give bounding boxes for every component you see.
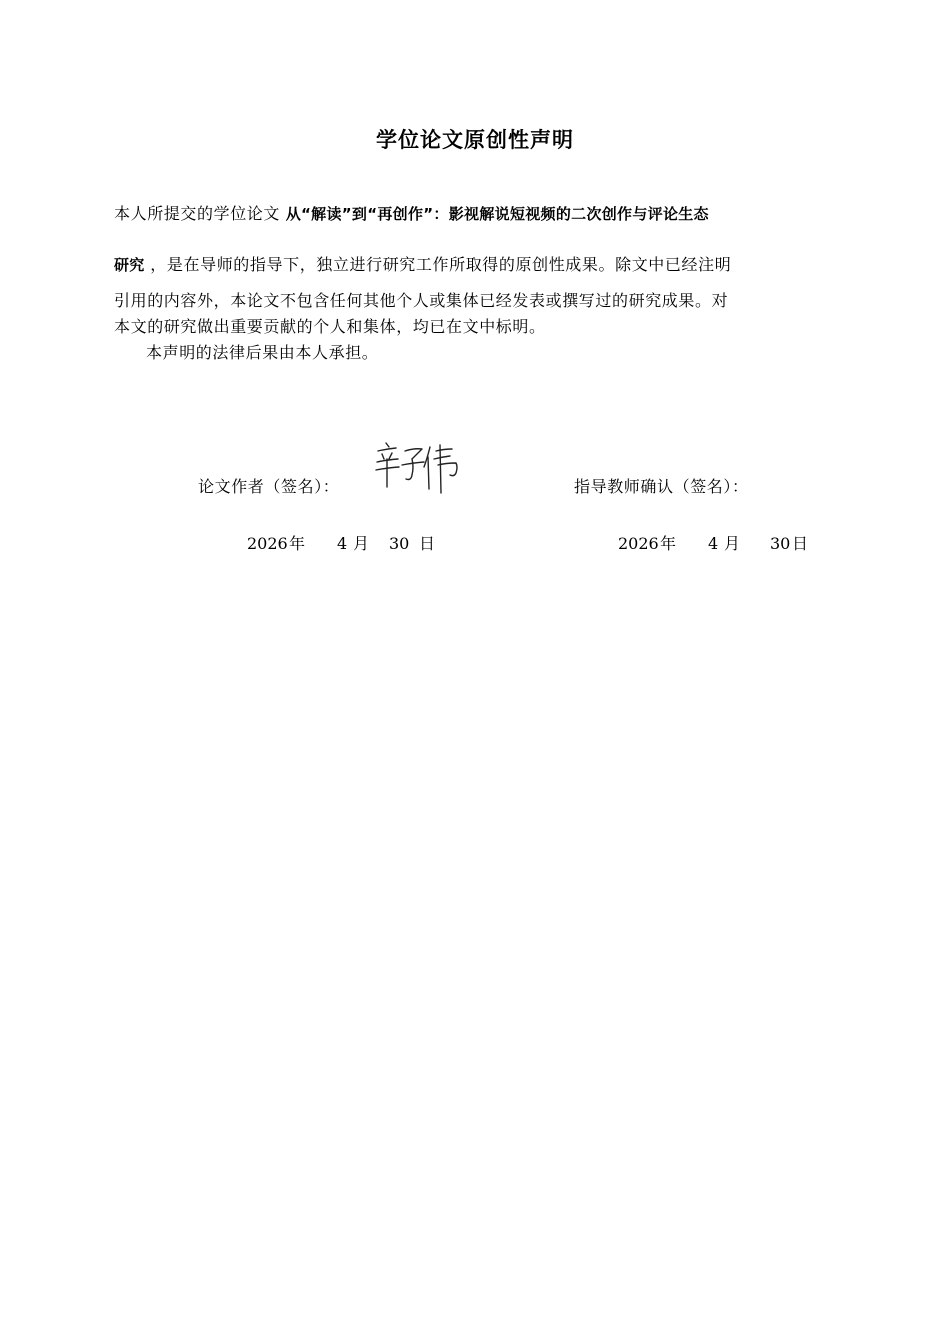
advisor-signature-label: 指导教师确认（签名）：: [574, 477, 749, 496]
page-title: 学位论文原创性声明: [376, 128, 574, 152]
author-date-day-unit: 日: [419, 534, 436, 553]
author-date-year: 2026: [247, 534, 288, 553]
statement-line-1: [114, 202, 834, 226]
thesis-title: 从“解读”到“再创作”：影视解说短视频的二次创作与评论生态: [285, 205, 709, 223]
author-handwritten-signature: [372, 437, 467, 497]
advisor-date-day: 30: [770, 534, 791, 553]
statement-line-2: [114, 253, 834, 277]
statement-line-2-text: ，是在导师的指导下，独立进行研究工作所取得的原创性成果。除文中已经注明: [150, 255, 732, 274]
statement-line-3: 引用的内容外，本论文不包含任何其他个人或集体已经发表或撰写过的研究成果。对: [114, 291, 729, 310]
statement-line-4: 本文的研究做出重要贡献的个人和集体，均已在文中标明。: [114, 317, 546, 336]
advisor-date-day-unit: 日: [792, 534, 809, 553]
advisor-date-month-unit: 月: [724, 534, 741, 553]
advisor-date-year-unit: 年: [660, 534, 677, 553]
author-signature-label: 论文作者（签名）：: [198, 477, 340, 496]
author-date-month: 4: [337, 534, 348, 553]
author-date-day: 30: [389, 534, 410, 553]
advisor-date-year: 2026: [618, 534, 659, 553]
thesis-title-continued: 研究: [114, 256, 145, 274]
author-date-year-unit: 年: [289, 534, 306, 553]
statement-intro: 本人所提交的学位论文: [114, 204, 281, 223]
author-date-month-unit: 月: [353, 534, 370, 553]
statement-line-5: 本声明的法律后果由本人承担。: [146, 343, 379, 362]
advisor-date-month: 4: [708, 534, 719, 553]
